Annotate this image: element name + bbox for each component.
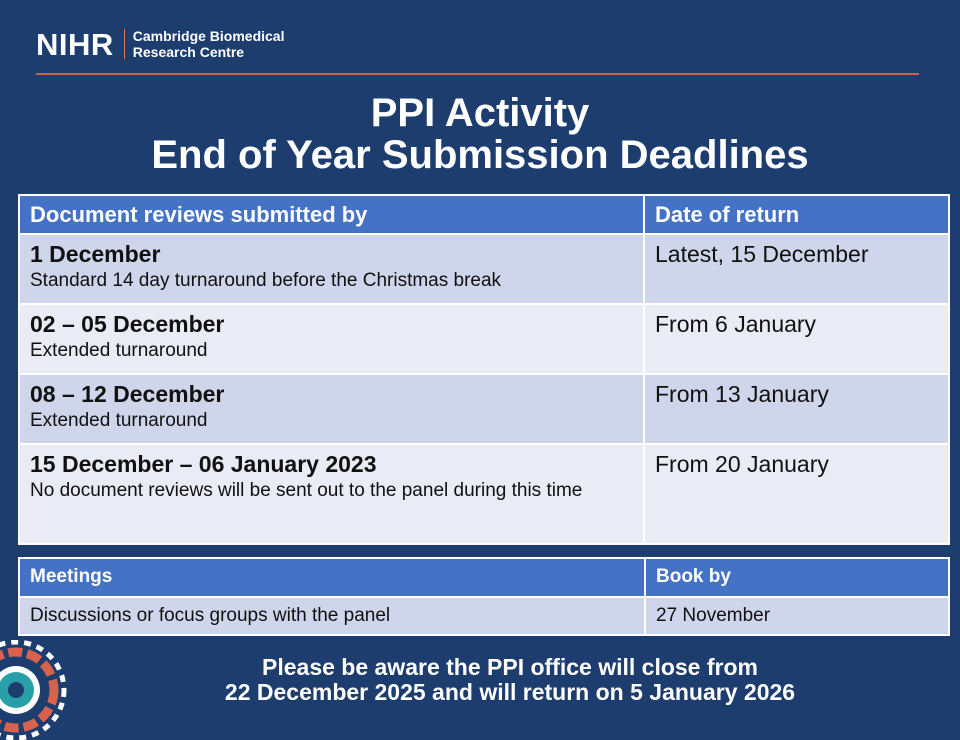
table-cell <box>19 234 644 304</box>
book-by-date: 27 November <box>645 597 949 635</box>
org-name-line1: Cambridge Biomedical <box>132 28 285 44</box>
table-row <box>19 304 949 374</box>
table-cell <box>644 444 949 544</box>
decorative-rings-graphic <box>0 640 70 740</box>
table-cell <box>644 304 949 374</box>
return-date: Latest, 15 December <box>655 241 869 267</box>
turnaround-note: No document reviews will be sent out to the panel during this time <box>30 480 583 501</box>
center-dot <box>8 682 24 698</box>
table-row <box>19 597 949 635</box>
meeting-type: Discussions or focus groups with the panel <box>19 597 645 635</box>
table-cell <box>644 234 949 304</box>
closure-notice <box>140 655 880 705</box>
turnaround-note: Extended turnaround <box>30 340 208 361</box>
table-row <box>19 444 949 544</box>
table-row <box>19 234 949 304</box>
submission-date: 15 December – 06 January 2023 <box>30 451 377 477</box>
header-date-of-return: Date of return <box>644 195 949 234</box>
notice-line1: Please be aware the PPI office will close from <box>262 654 758 680</box>
submission-date: 02 – 05 December <box>30 311 225 337</box>
turnaround-note: Standard 14 day turnaround before the Christmas break <box>30 270 502 291</box>
header-submitted-by: Document reviews submitted by <box>19 195 644 234</box>
reviews-table <box>18 194 950 545</box>
nihr-logo <box>36 28 284 60</box>
turnaround-note: Extended turnaround <box>30 410 208 431</box>
org-name <box>133 28 285 60</box>
org-name-line2: Research Centre <box>132 44 245 60</box>
table-row <box>19 374 949 444</box>
submission-date: 1 December <box>30 241 161 267</box>
logo-divider <box>124 29 125 59</box>
table-header-row <box>19 195 949 234</box>
table-cell <box>19 444 644 544</box>
return-date: From 20 January <box>655 451 829 477</box>
table-cell <box>19 304 644 374</box>
notice-line2: 22 December 2025 and will return on 5 January 2026 <box>224 679 796 705</box>
submission-date: 08 – 12 December <box>30 381 225 407</box>
meetings-table <box>18 557 950 636</box>
table-cell <box>19 374 644 444</box>
table-header-row <box>19 558 949 597</box>
header-divider <box>36 73 919 75</box>
header-book-by: Book by <box>645 558 949 597</box>
return-date: From 6 January <box>655 311 817 337</box>
header-meetings: Meetings <box>19 558 645 597</box>
logo-mark: NIHR <box>36 26 114 62</box>
title-line2: End of Year Submission Deadlines <box>151 133 809 177</box>
title-line1: PPI Activity <box>370 91 590 135</box>
slide-title <box>0 92 960 176</box>
table-cell <box>644 374 949 444</box>
return-date: From 13 January <box>655 381 829 407</box>
